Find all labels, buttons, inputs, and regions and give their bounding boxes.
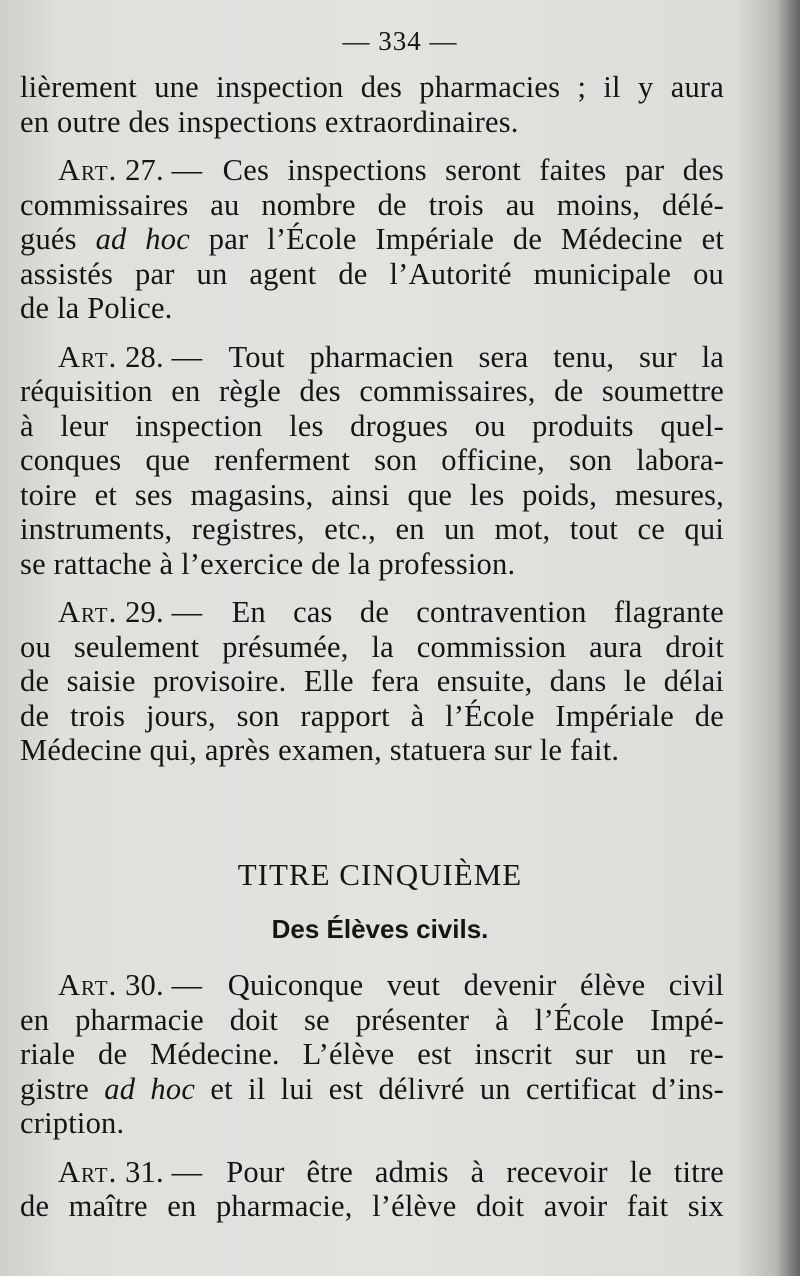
article-30-line-2: en pharmacie doit se présenter à l’École Impé-	[20, 1002, 724, 1037]
article-31-line-1	[20, 1155, 724, 1190]
article-27-label	[20, 153, 202, 188]
article-28-label	[20, 340, 202, 375]
main-text-lower	[20, 968, 724, 1224]
article-30-line-4-start: gistre	[20, 1071, 89, 1106]
article-27-number: 27. —	[125, 153, 203, 187]
page-number: — 334 —	[342, 26, 458, 56]
article-27-line-4: assistés par un agent de l’Autorité municipale ou	[20, 256, 724, 291]
continuation-paragraph	[20, 70, 724, 139]
article-28-line-6: instruments, registres, etc., en un mot, tout ce qui	[20, 512, 724, 546]
article-31-text-1: Pour être admis à recevoir le titre	[226, 1154, 725, 1189]
article-29-number: 29. —	[125, 595, 203, 629]
article-29-text-1: En cas de contravention flagrante	[231, 595, 725, 629]
main-text-upper	[20, 70, 724, 768]
article-29-label	[20, 595, 202, 630]
article-30-number: 30. —	[125, 968, 203, 1002]
article-word: Art.	[58, 339, 118, 374]
article-30-emphasis: ad hoc	[104, 1071, 196, 1106]
article-30-line-4-end: et il lui est délivré un certificat d’ins-	[210, 1071, 724, 1106]
article-28-line-3: à leur inspection les drogues ou produits quel-	[20, 408, 724, 443]
article-word: Art.	[58, 595, 118, 629]
article-28-line-1	[20, 340, 724, 375]
article-31-label	[20, 1155, 202, 1190]
article-27-line-3-end: par l’École Impériale de Médecine et	[208, 222, 725, 256]
article-word: Art.	[58, 153, 118, 187]
article-30-line-5: cription.	[20, 1106, 125, 1140]
article-27-line-5: de la Police.	[20, 291, 173, 325]
article-29-line-2: ou seulement présumée, la commission aura droit	[20, 629, 724, 664]
article-29-line-1	[20, 595, 724, 630]
article-28-line-2: réquisition en règle des commissaires, de soumettre	[20, 374, 724, 408]
article-27-line-1	[20, 153, 724, 188]
article-27-line-2: commissaires au nombre de trois au moins, délé-	[20, 187, 724, 222]
article-27-text-1: Ces inspections seront faites par des	[222, 153, 724, 187]
article-30-line-1	[20, 968, 724, 1003]
article-27-emphasis: ad hoc	[95, 222, 190, 256]
article-27-line-3	[20, 222, 724, 257]
article-28-text-1: Tout pharmacien sera tenu, sur la	[228, 339, 724, 374]
article-29	[20, 595, 724, 768]
article-word: Art.	[58, 1154, 118, 1189]
article-31-line-2: de maître en pharmacie, l’élève doit avoir fait six	[20, 1189, 724, 1223]
section-subtitle: Des Élèves civils.	[271, 914, 489, 944]
article-29-line-3: de saisie provisoire. Elle fera ensuite, dans le délai	[20, 664, 724, 698]
continuation-line-2: en outre des inspections extraordinaires.	[20, 104, 519, 139]
continuation-line-1: lièrement une inspection des pharmacies ; il y aura	[20, 70, 724, 104]
article-30-line-3: riale de Médecine. L’élève est inscrit sur un re-	[20, 1037, 724, 1071]
article-30-label	[20, 968, 202, 1003]
article-28-line-5: toire et ses magasins, ainsi que les poids, mesures,	[20, 477, 724, 512]
article-27-line-3-start: gués	[20, 222, 77, 256]
article-30	[20, 968, 724, 1141]
article-28-line-7: se rattache à l’exercice de la profession.	[20, 546, 516, 581]
article-31-number: 31. —	[125, 1154, 203, 1189]
article-28-number: 28. —	[125, 339, 203, 374]
article-27	[20, 153, 724, 326]
article-30-text-1: Quiconque veut devenir élève civil	[227, 968, 724, 1002]
section-title: TITRE CINQUIÈME	[237, 857, 523, 892]
article-30-line-4	[20, 1072, 724, 1107]
article-28-line-4: conques que renferment son officine, son labora-	[20, 443, 724, 477]
article-29-line-5: Médecine qui, après examen, statuera sur le fait.	[20, 733, 620, 767]
article-word: Art.	[58, 968, 118, 1002]
article-29-line-4: de trois jours, son rapport à l’École Impériale de	[20, 698, 724, 733]
article-28	[20, 340, 724, 582]
article-31	[20, 1155, 724, 1224]
